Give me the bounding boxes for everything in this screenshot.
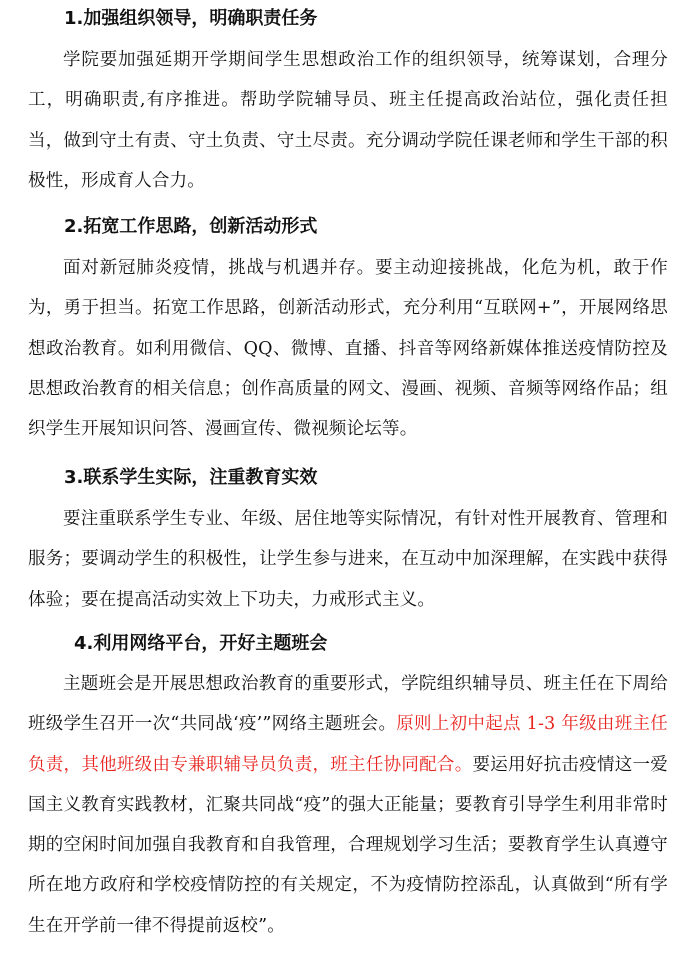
section-4-body-rest: 要运用好抗击疫情这一爱国主义教育实践教材，汇聚共同战“疫”的强大正能量；要教育引导学生利用非常时期的空闲时间加强自我教育和自我管理，合理规划学习生活；要教育学生认真遵守所在地方政府和学校疫情防控的有关规定，不为疫情防控添乱，认真做到“所有学生在开学前一律不得提前返校”。 — [28, 754, 668, 936]
section-4-body-intro: 主题班会是开展思想政治教育的重要形式，学院组织辅导员、班主任在下周给班级学生召开一次“共同战‘疫’”网络主题班会。 — [28, 674, 668, 735]
section-2-body: 面对新冠肺炎疫情，挑战与机遇并存。要主动迎接挑战，化危为机，敢于作为，勇于担当。拓宽工作思路，创新活动形式，充分利用“互联网+”，开展网络思想政治教育。如利用微信、QQ、微博、直播、抖音等网络新媒体推送疫情防控及思想政治教育的相关信息；创作高质量的网文、漫画、视频、音频等网络作品；组织学生开展知识问答、漫画宣传、微视频论坛等。 — [28, 258, 668, 440]
section-4-body-highlight: 原则上初中起点 1-3 年级由班主任负责，其他班级由专兼职辅导员负责，班主任协同配合。 — [28, 714, 669, 775]
section-4-body — [28, 664, 668, 946]
section-3-heading: 3.联系学生实际，注重教育实效 — [64, 467, 318, 488]
section-3-body: 要注重联系学生专业、年级、居住地等实际情况，有针对性开展教育、管理和服务；要调动学生的积极性，让学生参与进来，在互动中加深理解，在实践中获得体验；要在提高活动实效上下功夫，力戒形式主义。 — [28, 509, 668, 610]
section-4-heading: 4.利用网络平台，开好主题班会 — [74, 633, 328, 654]
section-2-heading: 2.拓宽工作思路，创新活动形式 — [64, 216, 318, 237]
section-1-heading: 1.加强组织领导，明确职责任务 — [64, 8, 318, 29]
section-1-body: 学院要加强延期开学期间学生思想政治工作的组织领导，统筹谋划，合理分工，明确职责,有序推进。帮助学院辅导员、班主任提高政治站位，强化责任担当，做到守土有责、守土负责、守土尽责。充分调动学院任课老师和学生干部的积极性，形成育人合力。 — [28, 50, 668, 191]
